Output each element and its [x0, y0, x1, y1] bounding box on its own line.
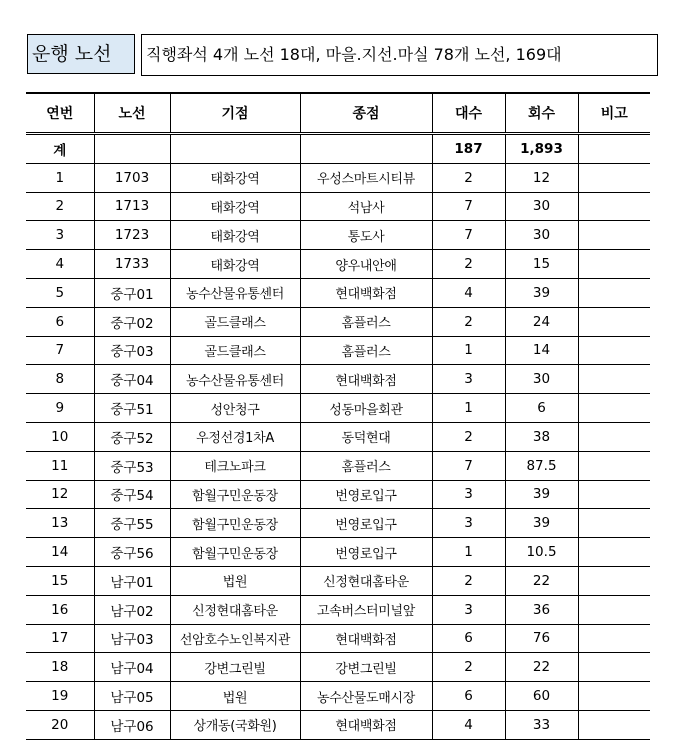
cell-route: 남구01 — [94, 566, 170, 595]
total-start — [170, 134, 300, 164]
cell-start: 함월구민운동장 — [170, 480, 300, 509]
total-label: 계 — [26, 134, 94, 164]
cell-note — [578, 710, 650, 739]
cell-end: 동덕현대 — [300, 422, 432, 451]
cell-route: 남구02 — [94, 595, 170, 624]
cell-trips: 39 — [505, 278, 578, 307]
cell-buses: 2 — [432, 250, 505, 279]
cell-end: 농수산물도매시장 — [300, 682, 432, 711]
cell-no: 15 — [26, 566, 94, 595]
cell-buses: 2 — [432, 422, 505, 451]
cell-route: 중구54 — [94, 480, 170, 509]
cell-buses: 2 — [432, 566, 505, 595]
cell-start: 상개동(국화원) — [170, 710, 300, 739]
cell-note — [578, 221, 650, 250]
cell-start: 농수산물유통센터 — [170, 278, 300, 307]
cell-end: 현대백화점 — [300, 278, 432, 307]
cell-note — [578, 422, 650, 451]
cell-no: 3 — [26, 221, 94, 250]
cell-buses: 1 — [432, 336, 505, 365]
col-header-no: 연번 — [26, 93, 94, 134]
cell-note — [578, 624, 650, 653]
cell-no: 11 — [26, 451, 94, 480]
cell-route: 1703 — [94, 163, 170, 192]
cell-trips: 22 — [505, 653, 578, 682]
cell-end: 석남사 — [300, 192, 432, 221]
total-route — [94, 134, 170, 164]
total-buses: 187 — [432, 134, 505, 164]
cell-route: 남구05 — [94, 682, 170, 711]
col-header-route: 노선 — [94, 93, 170, 134]
cell-trips: 15 — [505, 250, 578, 279]
table-row — [26, 624, 650, 653]
table-row — [26, 653, 650, 682]
cell-route: 남구04 — [94, 653, 170, 682]
cell-start: 함월구민운동장 — [170, 538, 300, 567]
table-row — [26, 422, 650, 451]
cell-trips: 87.5 — [505, 451, 578, 480]
cell-note — [578, 480, 650, 509]
cell-trips: 24 — [505, 307, 578, 336]
cell-end: 강변그린빌 — [300, 653, 432, 682]
cell-end: 양우내안애 — [300, 250, 432, 279]
cell-no: 16 — [26, 595, 94, 624]
cell-no: 19 — [26, 682, 94, 711]
cell-route: 남구06 — [94, 710, 170, 739]
cell-trips: 30 — [505, 192, 578, 221]
cell-note — [578, 394, 650, 423]
section-label: 운행 노선 — [27, 34, 135, 74]
route-table — [26, 92, 650, 740]
cell-no: 17 — [26, 624, 94, 653]
cell-trips: 30 — [505, 365, 578, 394]
cell-buses: 3 — [432, 480, 505, 509]
cell-route: 중구53 — [94, 451, 170, 480]
cell-buses: 6 — [432, 682, 505, 711]
table-row — [26, 250, 650, 279]
cell-end: 번영로입구 — [300, 509, 432, 538]
cell-trips: 6 — [505, 394, 578, 423]
cell-buses: 2 — [432, 653, 505, 682]
cell-buses: 2 — [432, 307, 505, 336]
cell-note — [578, 566, 650, 595]
cell-route: 1733 — [94, 250, 170, 279]
cell-start: 우정선경1차A — [170, 422, 300, 451]
cell-start: 태화강역 — [170, 221, 300, 250]
cell-note — [578, 538, 650, 567]
table-row — [26, 394, 650, 423]
cell-note — [578, 595, 650, 624]
cell-trips: 30 — [505, 221, 578, 250]
cell-end: 신정현대홈타운 — [300, 566, 432, 595]
cell-start: 법원 — [170, 566, 300, 595]
cell-buses: 7 — [432, 221, 505, 250]
cell-route: 중구51 — [94, 394, 170, 423]
cell-start: 태화강역 — [170, 250, 300, 279]
cell-buses: 1 — [432, 538, 505, 567]
cell-note — [578, 509, 650, 538]
cell-note — [578, 451, 650, 480]
cell-trips: 22 — [505, 566, 578, 595]
cell-no: 1 — [26, 163, 94, 192]
cell-end: 현대백화점 — [300, 624, 432, 653]
cell-end: 현대백화점 — [300, 710, 432, 739]
table-row — [26, 336, 650, 365]
cell-end: 홈플러스 — [300, 336, 432, 365]
table-row — [26, 682, 650, 711]
cell-start: 법원 — [170, 682, 300, 711]
cell-start: 성안청구 — [170, 394, 300, 423]
table-row — [26, 365, 650, 394]
cell-start: 태화강역 — [170, 192, 300, 221]
total-end — [300, 134, 432, 164]
route-summary: 직행좌석 4개 노선 18대, 마을.지선.마실 78개 노선, 169대 — [141, 34, 658, 76]
table-row — [26, 480, 650, 509]
table-row — [26, 710, 650, 739]
table-row — [26, 451, 650, 480]
cell-buses: 3 — [432, 365, 505, 394]
cell-route: 중구01 — [94, 278, 170, 307]
table-row — [26, 192, 650, 221]
table-row — [26, 595, 650, 624]
cell-trips: 60 — [505, 682, 578, 711]
cell-end: 번영로입구 — [300, 538, 432, 567]
cell-route: 중구02 — [94, 307, 170, 336]
cell-note — [578, 365, 650, 394]
cell-end: 번영로입구 — [300, 480, 432, 509]
total-note — [578, 134, 650, 164]
cell-no: 18 — [26, 653, 94, 682]
cell-buses: 4 — [432, 278, 505, 307]
cell-no: 8 — [26, 365, 94, 394]
cell-note — [578, 278, 650, 307]
cell-route: 중구55 — [94, 509, 170, 538]
cell-note — [578, 653, 650, 682]
cell-no: 4 — [26, 250, 94, 279]
cell-trips: 39 — [505, 509, 578, 538]
cell-no: 12 — [26, 480, 94, 509]
cell-buses: 4 — [432, 710, 505, 739]
table-row — [26, 221, 650, 250]
table-row — [26, 538, 650, 567]
cell-no: 9 — [26, 394, 94, 423]
cell-no: 5 — [26, 278, 94, 307]
cell-buses: 1 — [432, 394, 505, 423]
cell-end: 성동마을회관 — [300, 394, 432, 423]
cell-note — [578, 163, 650, 192]
cell-start: 신정현대홈타운 — [170, 595, 300, 624]
cell-start: 골드클래스 — [170, 307, 300, 336]
cell-trips: 39 — [505, 480, 578, 509]
table-row — [26, 278, 650, 307]
col-header-start: 기점 — [170, 93, 300, 134]
cell-end: 통도사 — [300, 221, 432, 250]
cell-no: 13 — [26, 509, 94, 538]
cell-trips: 12 — [505, 163, 578, 192]
cell-start: 함월구민운동장 — [170, 509, 300, 538]
cell-buses: 3 — [432, 509, 505, 538]
table-row — [26, 566, 650, 595]
cell-trips: 38 — [505, 422, 578, 451]
cell-route: 중구52 — [94, 422, 170, 451]
cell-route: 남구03 — [94, 624, 170, 653]
cell-note — [578, 192, 650, 221]
cell-buses: 3 — [432, 595, 505, 624]
cell-buses: 7 — [432, 451, 505, 480]
cell-start: 강변그린빌 — [170, 653, 300, 682]
cell-buses: 2 — [432, 163, 505, 192]
cell-no: 10 — [26, 422, 94, 451]
cell-note — [578, 307, 650, 336]
cell-buses: 6 — [432, 624, 505, 653]
cell-trips: 36 — [505, 595, 578, 624]
cell-route: 1723 — [94, 221, 170, 250]
table-header-row — [26, 93, 650, 134]
cell-route: 중구04 — [94, 365, 170, 394]
cell-start: 선암호수노인복지관 — [170, 624, 300, 653]
cell-start: 태화강역 — [170, 163, 300, 192]
total-trips: 1,893 — [505, 134, 578, 164]
cell-start: 테크노파크 — [170, 451, 300, 480]
cell-start: 골드클래스 — [170, 336, 300, 365]
cell-no: 7 — [26, 336, 94, 365]
cell-note — [578, 336, 650, 365]
cell-no: 20 — [26, 710, 94, 739]
cell-end: 홈플러스 — [300, 307, 432, 336]
cell-start: 농수산물유통센터 — [170, 365, 300, 394]
cell-trips: 76 — [505, 624, 578, 653]
cell-no: 2 — [26, 192, 94, 221]
cell-trips: 33 — [505, 710, 578, 739]
cell-end: 홈플러스 — [300, 451, 432, 480]
col-header-note: 비고 — [578, 93, 650, 134]
col-header-end: 종점 — [300, 93, 432, 134]
col-header-trips: 회수 — [505, 93, 578, 134]
cell-trips: 10.5 — [505, 538, 578, 567]
cell-end: 우성스마트시티뷰 — [300, 163, 432, 192]
cell-end: 고속버스터미널앞 — [300, 595, 432, 624]
cell-end: 현대백화점 — [300, 365, 432, 394]
cell-no: 14 — [26, 538, 94, 567]
cell-trips: 14 — [505, 336, 578, 365]
cell-buses: 7 — [432, 192, 505, 221]
table-row — [26, 509, 650, 538]
table-row — [26, 163, 650, 192]
col-header-buses: 대수 — [432, 93, 505, 134]
cell-route: 중구56 — [94, 538, 170, 567]
cell-note — [578, 682, 650, 711]
total-row — [26, 134, 650, 164]
cell-route: 1713 — [94, 192, 170, 221]
table-row — [26, 307, 650, 336]
cell-route: 중구03 — [94, 336, 170, 365]
cell-note — [578, 250, 650, 279]
cell-no: 6 — [26, 307, 94, 336]
